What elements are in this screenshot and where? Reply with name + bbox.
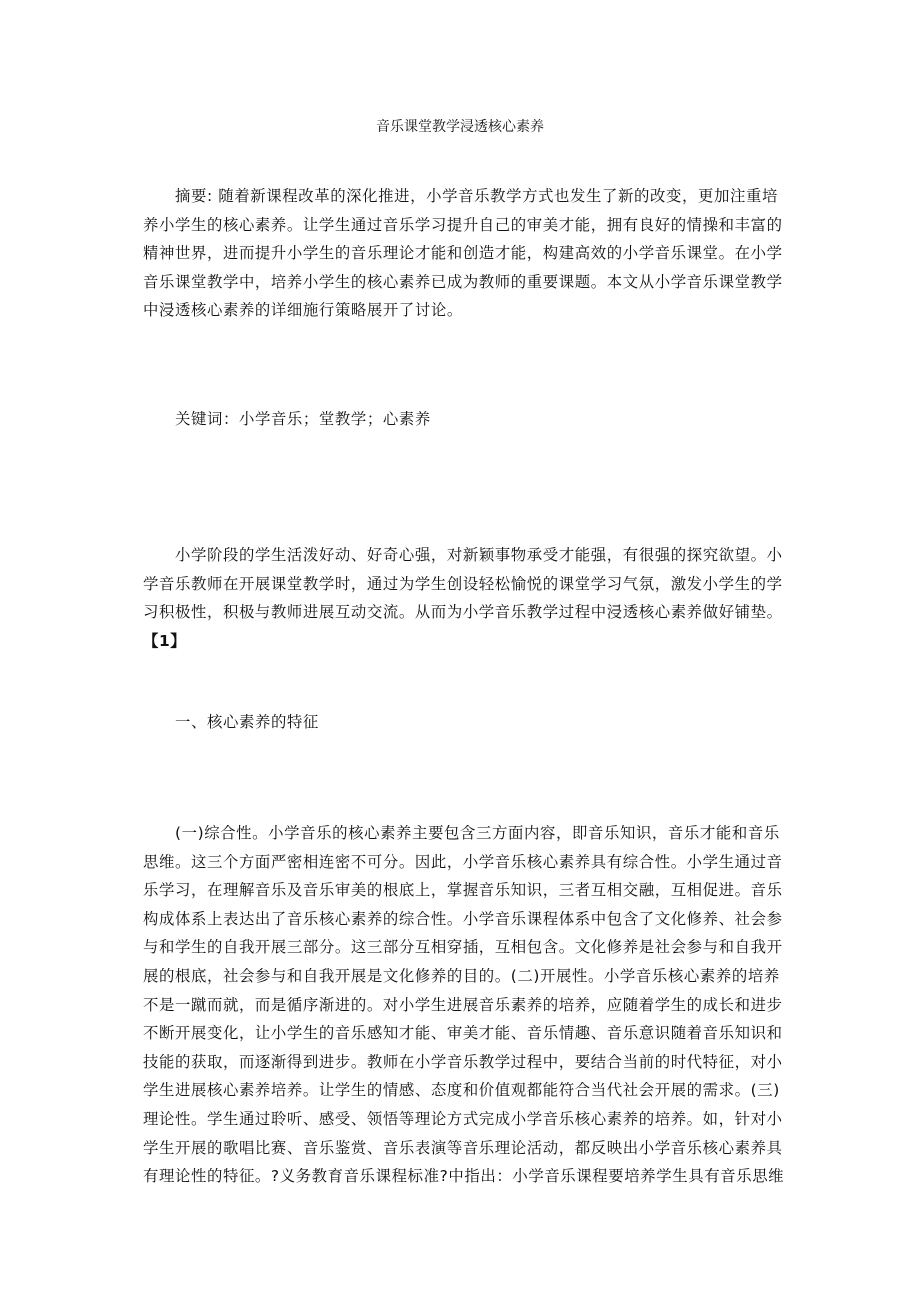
text-line: 理论性。学生通过聆听、感受、领悟等理论方式完成小学音乐核心素养的培养。如，针对小 bbox=[143, 1109, 783, 1128]
text-line: 有理论性的特征。?义务教育音乐课程标准?中指出：小学音乐课程要培养学生具有音乐思维 bbox=[143, 1167, 785, 1186]
text-line: 学生开展的歌唱比赛、音乐鉴赏、音乐表演等音乐理论活动，都反映出小学音乐核心素养具 bbox=[143, 1138, 783, 1157]
section-paragraph bbox=[143, 819, 793, 1191]
text-line: 精神世界，进而提升小学生的音乐理论才能和创造才能，构建高效的小学音乐课堂。在小学 bbox=[143, 244, 783, 263]
text-line: 音乐课堂教学中，培养小学生的核心素养已成为教师的重要课题。本文从小学音乐课堂教学 bbox=[143, 272, 783, 291]
section-heading: 一、核心素养的特征 bbox=[175, 713, 319, 731]
text-line: 展的根底，社会参与和自我开展是文化修养的目的。(二)开展性。小学音乐核心素养的培养 bbox=[143, 966, 780, 985]
text-line: 学音乐教师在开展课堂教学时，通过为学生创设轻松愉悦的课堂学习气氛，激发小学生的学 bbox=[143, 574, 783, 593]
abstract-paragraph bbox=[143, 182, 793, 325]
text-line: 不是一蹴而就，而是循序渐进的。对小学生进展音乐素养的培养，应随着学生的成长和进步 bbox=[143, 995, 783, 1014]
text-line: 习积极性，积极与教师进展互动交流。从而为小学音乐教学过程中浸透核心素养做好铺垫。 bbox=[143, 603, 783, 622]
text-line: 不断开展变化，让小学生的音乐感知才能、审美才能、音乐情趣、音乐意识随着音乐知识和 bbox=[143, 1024, 783, 1043]
text-line: 与和学生的自我开展三部分。这三部分互相穿插，互相包含。文化修养是社会参与和自我开 bbox=[143, 938, 783, 957]
text-line: 中浸透核心素养的详细施行策略展开了讨论。 bbox=[143, 301, 463, 320]
text-line: 技能的获取，而逐渐得到进步。教师在小学音乐教学过程中，要结合当前的时代特征，对小 bbox=[143, 1052, 783, 1071]
intro-paragraph bbox=[143, 541, 793, 655]
text-line: 乐学习，在理解音乐及音乐审美的根底上，掌握音乐知识，三者互相交融，互相促进。音乐 bbox=[143, 881, 783, 900]
text-line: 摘要: 随着新课程改革的深化推进，小学音乐教学方式也发生了新的改变，更加注重培 bbox=[175, 187, 778, 205]
text-line: 学生进展核心素养培养。让学生的情感、态度和价值观都能符合当代社会开展的需求。(三) bbox=[143, 1081, 780, 1100]
reference-marker: 【1】 bbox=[143, 631, 187, 650]
text-line: (一)综合性。小学音乐的核心素养主要包含三方面内容，即音乐知识，音乐才能和音乐 bbox=[175, 824, 780, 842]
text-line: 小学阶段的学生活泼好动、好奇心强，对新颖事物承受才能强，有很强的探究欲望。小 bbox=[175, 546, 783, 564]
keywords-line: 关键词：小学音乐；堂教学；心素养 bbox=[175, 410, 431, 428]
text-line: 养小学生的核心素养。让学生通过音乐学习提升自己的审美才能，拥有良好的情操和丰富的 bbox=[143, 215, 783, 234]
section-heading-block bbox=[143, 708, 793, 737]
document-title: 音乐课堂教学浸透核心素养 bbox=[376, 119, 544, 135]
text-line: 思维。这三个方面严密相连密不可分。因此，小学音乐核心素养具有综合性。小学生通过音 bbox=[143, 852, 783, 871]
keywords bbox=[143, 405, 793, 434]
text-line: 构成体系上表达出了音乐核心素养的综合性。小学音乐课程体系中包含了文化修养、社会参 bbox=[143, 909, 783, 928]
